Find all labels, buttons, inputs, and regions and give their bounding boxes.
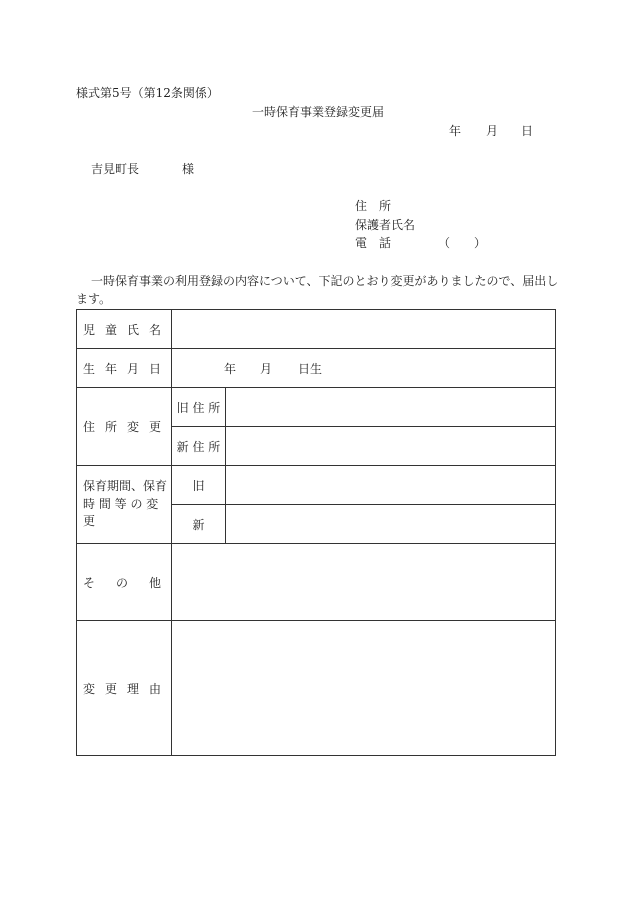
change-form-table xyxy=(76,309,556,756)
birthdate-year-unit: 年 xyxy=(224,361,237,376)
row-birthdate xyxy=(77,349,556,388)
addressee-name: 吉見町長 xyxy=(91,162,140,176)
birthdate-field[interactable] xyxy=(172,349,556,388)
period-new-label: 新 xyxy=(172,505,226,544)
period-change-label: 保育期間、保育 時 間 等 の 変 更 xyxy=(77,466,172,544)
row-other xyxy=(77,544,556,621)
row-period-old xyxy=(77,466,556,505)
period-new-field[interactable] xyxy=(226,505,556,544)
date-year: 年 xyxy=(449,124,462,138)
child-name-field[interactable] xyxy=(172,310,556,349)
addressee-honorific: 様 xyxy=(182,162,195,176)
birthdate-month-unit: 月 xyxy=(260,361,273,376)
period-old-field[interactable] xyxy=(226,466,556,505)
period-old-label: 旧 xyxy=(172,466,226,505)
row-reason xyxy=(77,621,556,756)
intro-text-line1: 一時保育事業の利用登録の内容について、下記のとおり変更がありましたので、届出し xyxy=(91,274,559,288)
row-child-name xyxy=(77,310,556,349)
document-title: 一時保育事業登録変更届 xyxy=(252,105,385,119)
other-label: そ の 他 xyxy=(77,544,172,621)
reason-label: 変 更 理 由 xyxy=(77,621,172,756)
address-change-label: 住 所 変 更 xyxy=(77,388,172,466)
intro-text-line2: ます。 xyxy=(76,292,112,306)
date-month: 月 xyxy=(486,124,499,138)
child-name-label: 児 童 氏 名 xyxy=(77,310,172,349)
new-address-field[interactable] xyxy=(226,427,556,466)
phone-parentheses: （ ） xyxy=(438,236,487,250)
guardian-name-label: 保護者氏名 xyxy=(355,218,416,232)
reason-field[interactable] xyxy=(172,621,556,756)
old-address-label: 旧 住 所 xyxy=(172,388,226,427)
row-old-address xyxy=(77,388,556,427)
birthdate-label: 生 年 月 日 xyxy=(77,349,172,388)
address-label: 住 所 xyxy=(355,199,392,213)
new-address-label: 新 住 所 xyxy=(172,427,226,466)
form-number: 様式第5号（第12条関係） xyxy=(76,86,219,100)
old-address-field[interactable] xyxy=(226,388,556,427)
birthdate-day-unit: 日生 xyxy=(298,361,323,376)
phone-label: 電 話 xyxy=(355,236,392,250)
date-day: 日 xyxy=(521,124,534,138)
other-field[interactable] xyxy=(172,544,556,621)
